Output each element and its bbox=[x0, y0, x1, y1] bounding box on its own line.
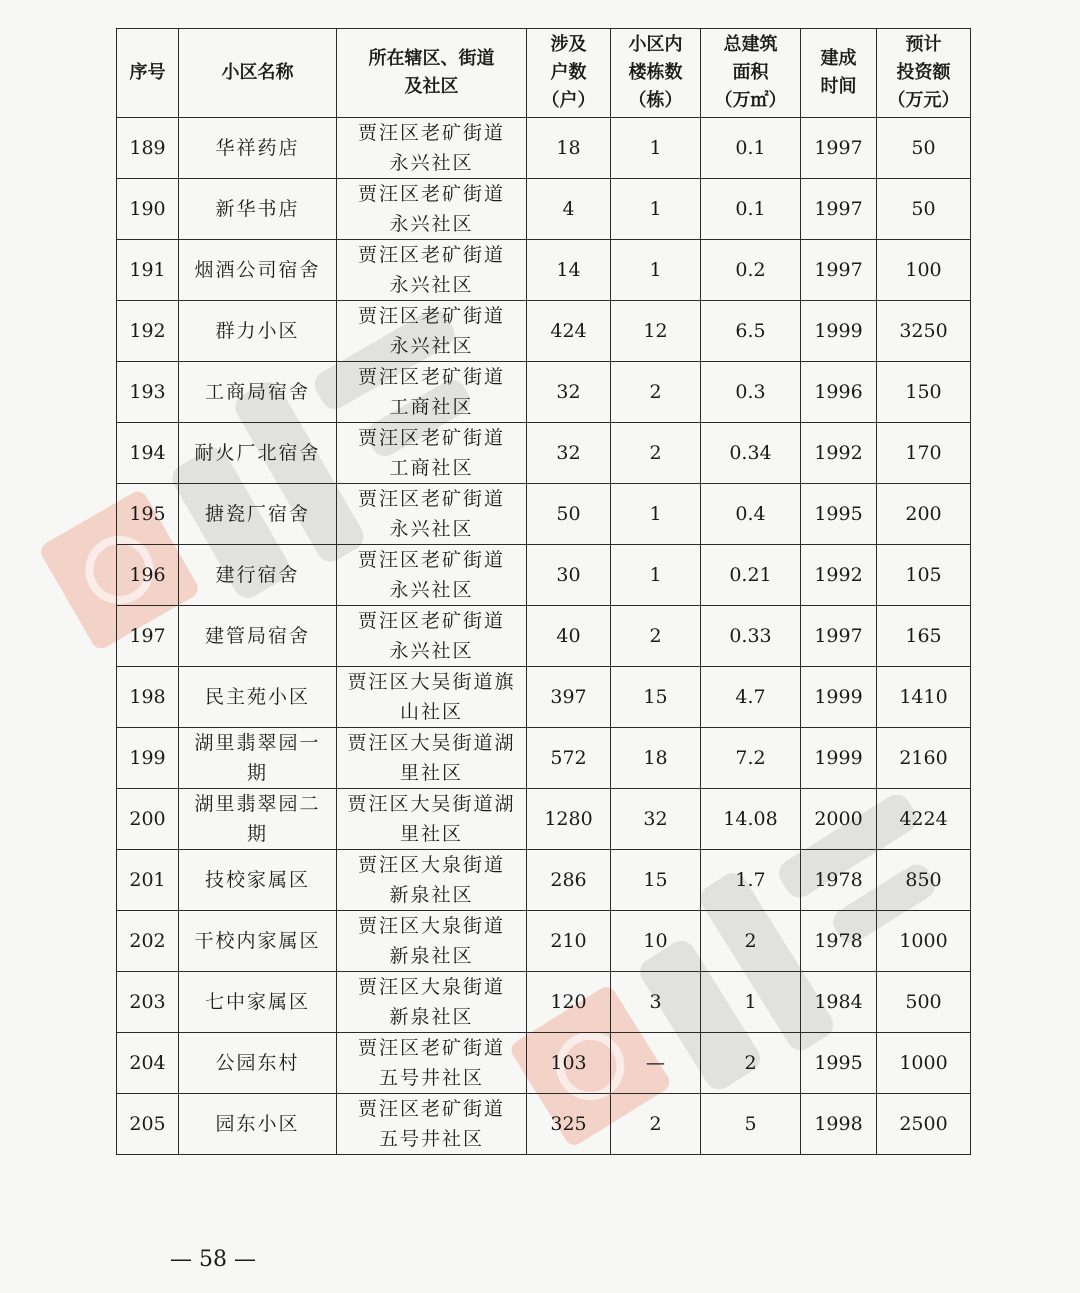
name-cell: 工商局宿舍 bbox=[179, 362, 337, 423]
year-cell: 1999 bbox=[801, 667, 877, 728]
investment-cell: 2160 bbox=[877, 728, 971, 789]
name-cell: 搪瓷厂宿舍 bbox=[179, 484, 337, 545]
table-row bbox=[117, 728, 971, 789]
investment-cell: 50 bbox=[877, 179, 971, 240]
buildings-cell: 15 bbox=[611, 850, 701, 911]
seq-cell: 195 bbox=[117, 484, 179, 545]
table-row bbox=[117, 179, 971, 240]
investment-cell: 105 bbox=[877, 545, 971, 606]
investment-cell: 1000 bbox=[877, 911, 971, 972]
households-cell: 18 bbox=[527, 118, 611, 179]
investment-cell: 3250 bbox=[877, 301, 971, 362]
households-cell: 397 bbox=[527, 667, 611, 728]
year-header: 建成 时间 bbox=[801, 29, 877, 118]
table-row bbox=[117, 301, 971, 362]
year-cell: 1978 bbox=[801, 850, 877, 911]
year-cell: 1997 bbox=[801, 606, 877, 667]
district-cell: 贾汪区老矿街道 五号井社区 bbox=[337, 1033, 527, 1094]
area-cell: 14.08 bbox=[701, 789, 801, 850]
district-cell: 贾汪区大吴街道旗 山社区 bbox=[337, 667, 527, 728]
name-cell: 公园东村 bbox=[179, 1033, 337, 1094]
seq-cell: 201 bbox=[117, 850, 179, 911]
name-cell: 技校家属区 bbox=[179, 850, 337, 911]
investment-cell: 100 bbox=[877, 240, 971, 301]
district-cell: 贾汪区老矿街道 永兴社区 bbox=[337, 606, 527, 667]
buildings-cell: 2 bbox=[611, 362, 701, 423]
year-cell: 1999 bbox=[801, 728, 877, 789]
buildings-cell: 12 bbox=[611, 301, 701, 362]
area-cell: 4.7 bbox=[701, 667, 801, 728]
investment-cell: 170 bbox=[877, 423, 971, 484]
seq-header: 序号 bbox=[117, 29, 179, 118]
name-cell: 群力小区 bbox=[179, 301, 337, 362]
households-cell: 424 bbox=[527, 301, 611, 362]
seq-cell: 198 bbox=[117, 667, 179, 728]
area-cell: 5 bbox=[701, 1094, 801, 1155]
area-cell: 7.2 bbox=[701, 728, 801, 789]
year-cell: 1984 bbox=[801, 972, 877, 1033]
table-row bbox=[117, 545, 971, 606]
area-cell: 2 bbox=[701, 1033, 801, 1094]
seq-cell: 193 bbox=[117, 362, 179, 423]
district-cell: 贾汪区老矿街道 工商社区 bbox=[337, 362, 527, 423]
page-number: — 58 — bbox=[170, 1247, 256, 1272]
year-cell: 1998 bbox=[801, 1094, 877, 1155]
name-cell: 干校内家属区 bbox=[179, 911, 337, 972]
households-cell: 14 bbox=[527, 240, 611, 301]
seq-cell: 202 bbox=[117, 911, 179, 972]
name-header: 小区名称 bbox=[179, 29, 337, 118]
investment-cell: 1000 bbox=[877, 1033, 971, 1094]
table-row bbox=[117, 1094, 971, 1155]
name-cell: 园东小区 bbox=[179, 1094, 337, 1155]
area-cell: 0.3 bbox=[701, 362, 801, 423]
households-cell: 32 bbox=[527, 423, 611, 484]
households-cell: 1280 bbox=[527, 789, 611, 850]
year-cell: 1992 bbox=[801, 423, 877, 484]
households-cell: 4 bbox=[527, 179, 611, 240]
table-row bbox=[117, 240, 971, 301]
district-header: 所在辖区、街道 及社区 bbox=[337, 29, 527, 118]
seq-cell: 191 bbox=[117, 240, 179, 301]
table-row bbox=[117, 484, 971, 545]
seq-cell: 203 bbox=[117, 972, 179, 1033]
district-cell: 贾汪区老矿街道 永兴社区 bbox=[337, 545, 527, 606]
year-cell: 1996 bbox=[801, 362, 877, 423]
name-cell: 建管局宿舍 bbox=[179, 606, 337, 667]
name-cell: 建行宿舍 bbox=[179, 545, 337, 606]
investment-cell: 4224 bbox=[877, 789, 971, 850]
buildings-cell: 2 bbox=[611, 423, 701, 484]
district-cell: 贾汪区老矿街道 永兴社区 bbox=[337, 484, 527, 545]
households-cell: 120 bbox=[527, 972, 611, 1033]
investment-cell: 2500 bbox=[877, 1094, 971, 1155]
households-cell: 103 bbox=[527, 1033, 611, 1094]
name-cell: 湖里翡翠园一 期 bbox=[179, 728, 337, 789]
area-cell: 1 bbox=[701, 972, 801, 1033]
district-cell: 贾汪区老矿街道 永兴社区 bbox=[337, 301, 527, 362]
households-header: 涉及 户数 （户） bbox=[527, 29, 611, 118]
table-row bbox=[117, 1033, 971, 1094]
households-cell: 325 bbox=[527, 1094, 611, 1155]
year-cell: 1992 bbox=[801, 545, 877, 606]
seq-cell: 189 bbox=[117, 118, 179, 179]
investment-header: 预计 投资额 （万元） bbox=[877, 29, 971, 118]
investment-cell: 50 bbox=[877, 118, 971, 179]
households-cell: 572 bbox=[527, 728, 611, 789]
investment-cell: 165 bbox=[877, 606, 971, 667]
buildings-header: 小区内 楼栋数 （栋） bbox=[611, 29, 701, 118]
table-row bbox=[117, 667, 971, 728]
district-cell: 贾汪区老矿街道 五号井社区 bbox=[337, 1094, 527, 1155]
investment-cell: 150 bbox=[877, 362, 971, 423]
year-cell: 2000 bbox=[801, 789, 877, 850]
name-cell: 华祥药店 bbox=[179, 118, 337, 179]
name-cell: 七中家属区 bbox=[179, 972, 337, 1033]
area-cell: 0.21 bbox=[701, 545, 801, 606]
table-row bbox=[117, 362, 971, 423]
area-cell: 0.1 bbox=[701, 179, 801, 240]
households-cell: 40 bbox=[527, 606, 611, 667]
households-cell: 32 bbox=[527, 362, 611, 423]
buildings-cell: 32 bbox=[611, 789, 701, 850]
district-cell: 贾汪区老矿街道 永兴社区 bbox=[337, 118, 527, 179]
name-cell: 耐火厂北宿舍 bbox=[179, 423, 337, 484]
seq-cell: 199 bbox=[117, 728, 179, 789]
table-row bbox=[117, 423, 971, 484]
buildings-cell: 1 bbox=[611, 484, 701, 545]
buildings-cell: 10 bbox=[611, 911, 701, 972]
area-cell: 0.1 bbox=[701, 118, 801, 179]
buildings-cell: 3 bbox=[611, 972, 701, 1033]
seq-cell: 200 bbox=[117, 789, 179, 850]
district-cell: 贾汪区大泉街道 新泉社区 bbox=[337, 911, 527, 972]
households-cell: 50 bbox=[527, 484, 611, 545]
buildings-cell: 1 bbox=[611, 118, 701, 179]
buildings-cell: 1 bbox=[611, 240, 701, 301]
households-cell: 286 bbox=[527, 850, 611, 911]
seq-cell: 194 bbox=[117, 423, 179, 484]
year-cell: 1997 bbox=[801, 240, 877, 301]
table-row bbox=[117, 606, 971, 667]
investment-cell: 850 bbox=[877, 850, 971, 911]
area-cell: 0.4 bbox=[701, 484, 801, 545]
investment-cell: 200 bbox=[877, 484, 971, 545]
households-cell: 30 bbox=[527, 545, 611, 606]
name-cell: 湖里翡翠园二 期 bbox=[179, 789, 337, 850]
buildings-cell: 15 bbox=[611, 667, 701, 728]
community-table bbox=[116, 28, 971, 1155]
buildings-cell: 2 bbox=[611, 606, 701, 667]
buildings-cell: — bbox=[611, 1033, 701, 1094]
buildings-cell: 18 bbox=[611, 728, 701, 789]
buildings-cell: 1 bbox=[611, 179, 701, 240]
seq-cell: 197 bbox=[117, 606, 179, 667]
year-cell: 1997 bbox=[801, 179, 877, 240]
name-cell: 新华书店 bbox=[179, 179, 337, 240]
district-cell: 贾汪区老矿街道 永兴社区 bbox=[337, 240, 527, 301]
buildings-cell: 1 bbox=[611, 545, 701, 606]
investment-cell: 1410 bbox=[877, 667, 971, 728]
table-row bbox=[117, 789, 971, 850]
seq-cell: 192 bbox=[117, 301, 179, 362]
name-cell: 烟酒公司宿舍 bbox=[179, 240, 337, 301]
table-row bbox=[117, 972, 971, 1033]
seq-cell: 190 bbox=[117, 179, 179, 240]
district-cell: 贾汪区大吴街道湖 里社区 bbox=[337, 789, 527, 850]
seq-cell: 205 bbox=[117, 1094, 179, 1155]
households-cell: 210 bbox=[527, 911, 611, 972]
district-cell: 贾汪区大吴街道湖 里社区 bbox=[337, 728, 527, 789]
table-header-row bbox=[117, 29, 971, 118]
district-cell: 贾汪区老矿街道 永兴社区 bbox=[337, 179, 527, 240]
year-cell: 1978 bbox=[801, 911, 877, 972]
year-cell: 1999 bbox=[801, 301, 877, 362]
table-row bbox=[117, 911, 971, 972]
table-body bbox=[117, 118, 971, 1155]
year-cell: 1995 bbox=[801, 484, 877, 545]
investment-cell: 500 bbox=[877, 972, 971, 1033]
area-header: 总建筑 面积 （万㎡） bbox=[701, 29, 801, 118]
year-cell: 1997 bbox=[801, 118, 877, 179]
year-cell: 1995 bbox=[801, 1033, 877, 1094]
name-cell: 民主苑小区 bbox=[179, 667, 337, 728]
area-cell: 0.33 bbox=[701, 606, 801, 667]
district-cell: 贾汪区大泉街道 新泉社区 bbox=[337, 850, 527, 911]
area-cell: 1.7 bbox=[701, 850, 801, 911]
buildings-cell: 2 bbox=[611, 1094, 701, 1155]
seq-cell: 204 bbox=[117, 1033, 179, 1094]
area-cell: 2 bbox=[701, 911, 801, 972]
seq-cell: 196 bbox=[117, 545, 179, 606]
table-row bbox=[117, 850, 971, 911]
area-cell: 6.5 bbox=[701, 301, 801, 362]
district-cell: 贾汪区大泉街道 新泉社区 bbox=[337, 972, 527, 1033]
table-row bbox=[117, 118, 971, 179]
district-cell: 贾汪区老矿街道 工商社区 bbox=[337, 423, 527, 484]
area-cell: 0.2 bbox=[701, 240, 801, 301]
area-cell: 0.34 bbox=[701, 423, 801, 484]
